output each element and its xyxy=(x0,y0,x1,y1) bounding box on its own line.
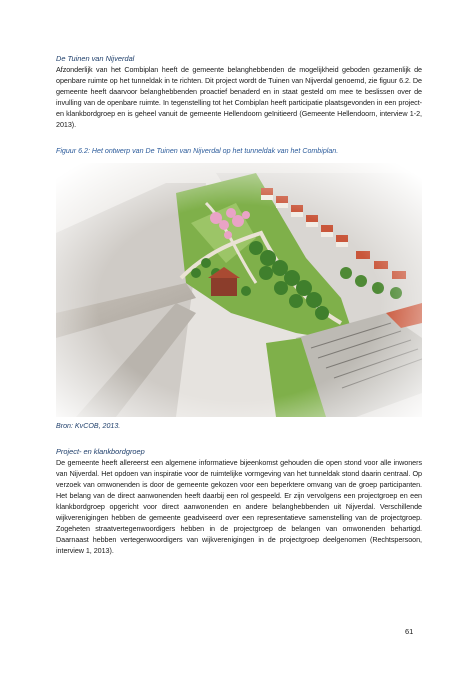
paragraph-tuinen: Afzonderlijk van het Combiplan heeft de gemeente belanghebbenden de mogelijkheid geboden gezamenlijk de openbare ruimte op het tunneldak in te richten. Dit project wordt de Tuinen van Nijverdal genoemd, zie figuur 6.2. De gemeente heeft daarvoor belanghebbenden proactief benaderd en in staat gesteld om mee te beslissen over de invulling van de openbare ruimte. In tegenstelling tot het Combiplan heeft participatie plaatsgevonden in een project- en klankbordgroep en is geheel vanuit de gemeente Hellendoorn geïnitieerd (Gemeente Hellendoorn, interview 1-2, 2013). xyxy=(56,65,422,129)
page-number: 61 xyxy=(405,627,414,636)
figure-caption: Figuur 6.2: Het ontwerp van De Tuinen van Nijverdal op het tunneldak van het Combiplan. xyxy=(56,147,339,156)
aerial-design-image xyxy=(56,163,422,417)
paragraph-projectgroep: De gemeente heeft allereerst een algemene informatieve bijeenkomst gehouden die open stond voor alle inwoners van Nijverdal. Het opdoen van inspiratie voor de ruimtelijke vormgeving van het tunneldak stond daarin centraal. Op verzoek van omwonenden is door de gemeente gekozen voor een beperktere omvang van de groep participanten. Het belang van de direct aanwonenden heeft daarbij een rol gespeeld. Er zijn vervolgens een projectgroep en een klankbordgroep opgericht voor direct aanwonenden en andere belanghebbenden uit Nijverdal. Verschillende wijkverenigingen hebben de gemeente geadviseerd over een representatieve samenstelling van de projectgroep. Zogeheten straatvertegenwoordigers hebben in de projectgroep de belangen van omwonenden behartigd. Daarnaast hebben vertegenwoordigers van wijkverenigingen in de projectgroep deelgenomen (Rechtspersoon, interview 1, 2013). xyxy=(56,458,422,555)
figure-aerial-design xyxy=(56,163,422,417)
page-content xyxy=(56,54,422,557)
figure-source: Bron: KvCOB, 2013. xyxy=(56,422,121,431)
section-heading-tuinen: De Tuinen van Nijverdal xyxy=(56,54,135,63)
section-heading-projectgroep: Project- en klankbordgroep xyxy=(56,447,145,457)
